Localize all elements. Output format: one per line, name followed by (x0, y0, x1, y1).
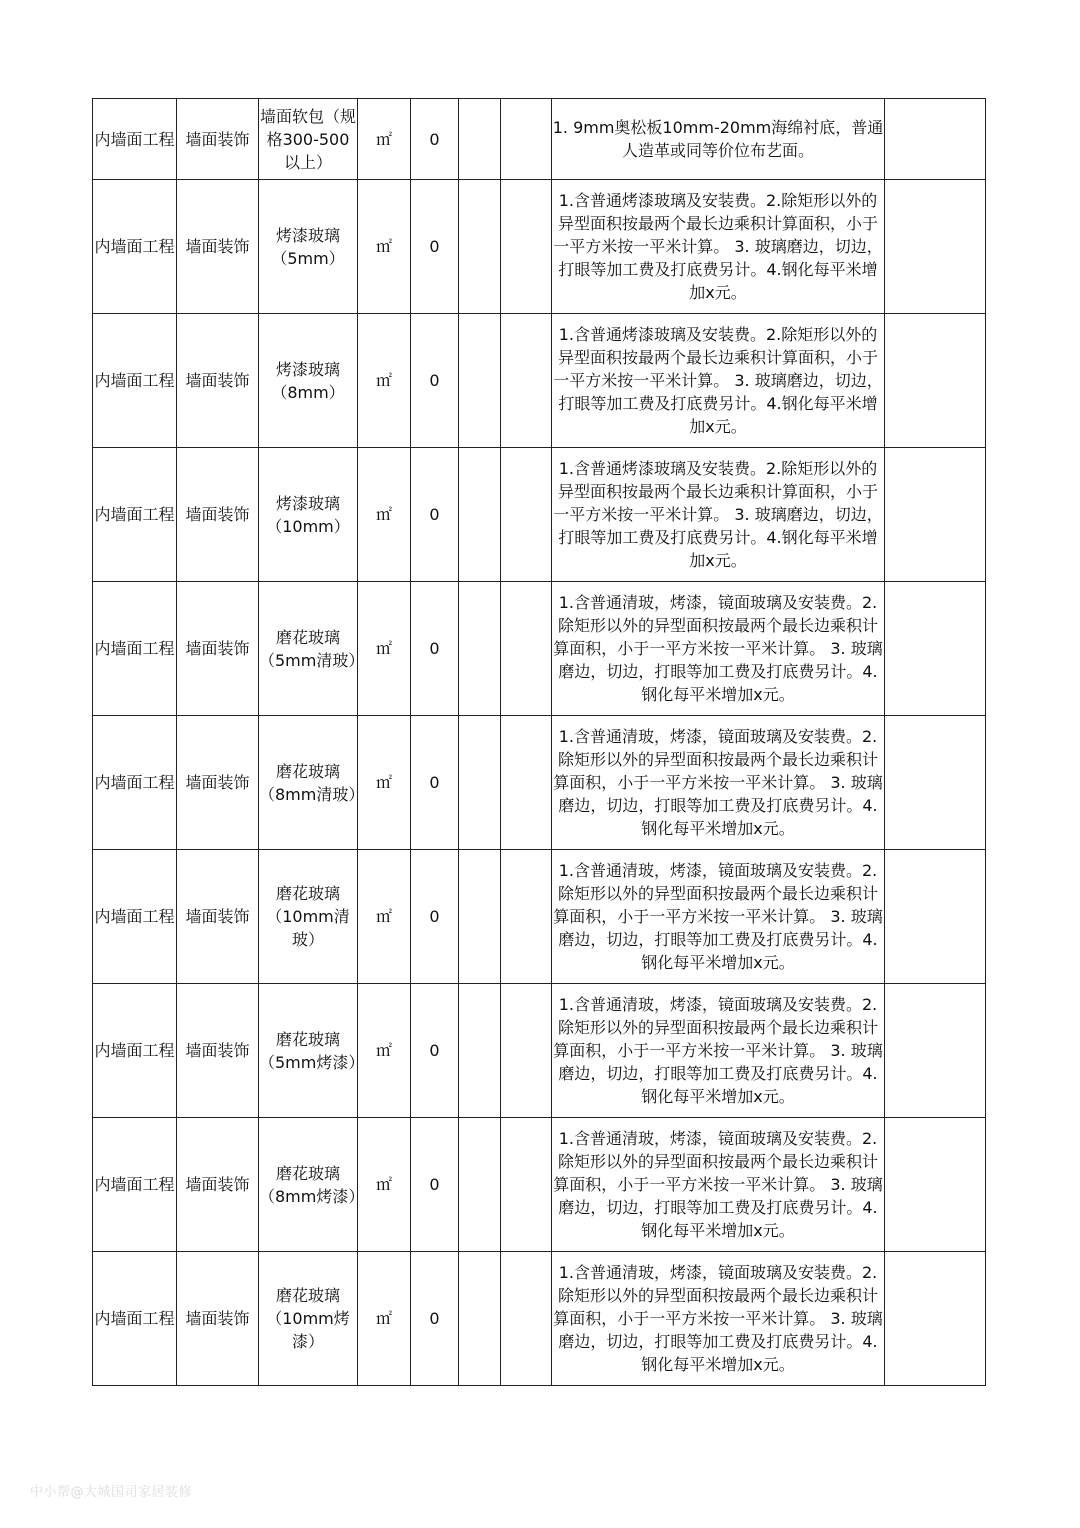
table-row (93, 850, 986, 984)
item-name-cell: 烤漆玻璃（10mm） (259, 448, 358, 582)
table-row (93, 448, 986, 582)
table-row (93, 1252, 986, 1386)
unit-cell: ㎡ (358, 448, 411, 582)
watermark: 中小帮@大城国司家居装修 (30, 1485, 193, 1500)
blank-cell (459, 582, 501, 716)
unit-cell: ㎡ (358, 314, 411, 448)
table-row (93, 1118, 986, 1252)
table-row (93, 180, 986, 314)
blank-cell (501, 984, 552, 1118)
table-row (93, 582, 986, 716)
quote-table (92, 98, 986, 1386)
item-name-cell: 磨花玻璃（10mm清玻） (259, 850, 358, 984)
blank-cell (501, 314, 552, 448)
unit-cell: ㎡ (358, 180, 411, 314)
blank-cell (459, 984, 501, 1118)
project-cell: 内墙面工程 (93, 314, 177, 448)
project-cell: 内墙面工程 (93, 1252, 177, 1386)
table-row (93, 314, 986, 448)
unit-cell: ㎡ (358, 716, 411, 850)
description-cell: 1.含普通烤漆玻璃及安装费。2.除矩形以外的异型面积按最两个最长边乘积计算面积，小于一平方米按一平米计算。 3. 玻璃磨边，切边，打眼等加工费及打底费另计。4.钢化每平米增加x元。 (552, 180, 885, 314)
project-cell: 内墙面工程 (93, 716, 177, 850)
description-cell: 1.含普通清玻，烤漆，镜面玻璃及安装费。2.除矩形以外的异型面积按最两个最长边乘积计算面积，小于一平方米按一平米计算。 3. 玻璃磨边，切边，打眼等加工费及打底费另计。4.钢化每平米增加x元。 (552, 1118, 885, 1252)
quantity-cell: 0 (411, 716, 459, 850)
blank-cell (501, 1252, 552, 1386)
blank-cell (501, 716, 552, 850)
item-name-cell: 烤漆玻璃（8mm） (259, 314, 358, 448)
description-cell: 1.含普通清玻，烤漆，镜面玻璃及安装费。2.除矩形以外的异型面积按最两个最长边乘积计算面积，小于一平方米按一平米计算。 3. 玻璃磨边，切边，打眼等加工费及打底费另计。4.钢化每平米增加x元。 (552, 984, 885, 1118)
quantity-cell: 0 (411, 850, 459, 984)
table-row (93, 984, 986, 1118)
blank-cell (459, 99, 501, 180)
quantity-cell: 0 (411, 582, 459, 716)
remark-cell (885, 850, 986, 984)
remark-cell (885, 1118, 986, 1252)
item-name-cell: 磨花玻璃（5mm清玻） (259, 582, 358, 716)
blank-cell (459, 448, 501, 582)
quantity-cell: 0 (411, 180, 459, 314)
item-name-cell: 烤漆玻璃（5mm） (259, 180, 358, 314)
quantity-cell: 0 (411, 99, 459, 180)
quantity-cell: 0 (411, 314, 459, 448)
project-cell: 内墙面工程 (93, 850, 177, 984)
category-cell: 墙面装饰 (177, 314, 259, 448)
quantity-cell: 0 (411, 448, 459, 582)
description-cell: 1.含普通清玻，烤漆，镜面玻璃及安装费。2.除矩形以外的异型面积按最两个最长边乘积计算面积，小于一平方米按一平米计算。 3. 玻璃磨边，切边，打眼等加工费及打底费另计。4.钢化每平米增加x元。 (552, 1252, 885, 1386)
remark-cell (885, 448, 986, 582)
description-cell: 1. 9mm奥松板10mm-20mm海绵衬底，普通人造革或同等价位布艺面。 (552, 99, 885, 180)
unit-cell: ㎡ (358, 1118, 411, 1252)
remark-cell (885, 1252, 986, 1386)
description-cell: 1.含普通清玻，烤漆，镜面玻璃及安装费。2.除矩形以外的异型面积按最两个最长边乘积计算面积，小于一平方米按一平米计算。 3. 玻璃磨边，切边，打眼等加工费及打底费另计。4.钢化每平米增加x元。 (552, 850, 885, 984)
blank-cell (459, 716, 501, 850)
category-cell: 墙面装饰 (177, 99, 259, 180)
category-cell: 墙面装饰 (177, 180, 259, 314)
item-name-cell: 磨花玻璃（5mm烤漆） (259, 984, 358, 1118)
table-body (93, 99, 986, 1386)
remark-cell (885, 314, 986, 448)
blank-cell (459, 1118, 501, 1252)
unit-cell: ㎡ (358, 850, 411, 984)
blank-cell (501, 448, 552, 582)
project-cell: 内墙面工程 (93, 1118, 177, 1252)
project-cell: 内墙面工程 (93, 99, 177, 180)
unit-cell: ㎡ (358, 1252, 411, 1386)
blank-cell (501, 1118, 552, 1252)
blank-cell (459, 314, 501, 448)
quantity-cell: 0 (411, 984, 459, 1118)
blank-cell (501, 582, 552, 716)
unit-cell: ㎡ (358, 984, 411, 1118)
blank-cell (501, 99, 552, 180)
quantity-cell: 0 (411, 1252, 459, 1386)
quantity-cell: 0 (411, 1118, 459, 1252)
blank-cell (501, 180, 552, 314)
blank-cell (459, 180, 501, 314)
remark-cell (885, 582, 986, 716)
blank-cell (459, 1252, 501, 1386)
blank-cell (501, 850, 552, 984)
table-row (93, 716, 986, 850)
project-cell: 内墙面工程 (93, 180, 177, 314)
item-name-cell: 磨花玻璃（10mm烤漆） (259, 1252, 358, 1386)
category-cell: 墙面装饰 (177, 448, 259, 582)
category-cell: 墙面装饰 (177, 984, 259, 1118)
unit-cell: ㎡ (358, 99, 411, 180)
category-cell: 墙面装饰 (177, 1118, 259, 1252)
remark-cell (885, 984, 986, 1118)
category-cell: 墙面装饰 (177, 582, 259, 716)
item-name-cell: 磨花玻璃（8mm清玻） (259, 716, 358, 850)
description-cell: 1.含普通清玻，烤漆，镜面玻璃及安装费。2.除矩形以外的异型面积按最两个最长边乘积计算面积，小于一平方米按一平米计算。 3. 玻璃磨边，切边，打眼等加工费及打底费另计。4.钢化每平米增加x元。 (552, 582, 885, 716)
remark-cell (885, 180, 986, 314)
item-name-cell: 墙面软包（规格300-500以上） (259, 99, 358, 180)
project-cell: 内墙面工程 (93, 448, 177, 582)
unit-cell: ㎡ (358, 582, 411, 716)
item-name-cell: 磨花玻璃（8mm烤漆） (259, 1118, 358, 1252)
description-cell: 1.含普通清玻，烤漆，镜面玻璃及安装费。2.除矩形以外的异型面积按最两个最长边乘积计算面积，小于一平方米按一平米计算。 3. 玻璃磨边，切边，打眼等加工费及打底费另计。4.钢化每平米增加x元。 (552, 716, 885, 850)
category-cell: 墙面装饰 (177, 1252, 259, 1386)
description-cell: 1.含普通烤漆玻璃及安装费。2.除矩形以外的异型面积按最两个最长边乘积计算面积，小于一平方米按一平米计算。 3. 玻璃磨边，切边，打眼等加工费及打底费另计。4.钢化每平米增加x元。 (552, 448, 885, 582)
blank-cell (459, 850, 501, 984)
category-cell: 墙面装饰 (177, 850, 259, 984)
remark-cell (885, 99, 986, 180)
description-cell: 1.含普通烤漆玻璃及安装费。2.除矩形以外的异型面积按最两个最长边乘积计算面积，小于一平方米按一平米计算。 3. 玻璃磨边，切边，打眼等加工费及打底费另计。4.钢化每平米增加x元。 (552, 314, 885, 448)
table-row (93, 99, 986, 180)
project-cell: 内墙面工程 (93, 582, 177, 716)
category-cell: 墙面装饰 (177, 716, 259, 850)
remark-cell (885, 716, 986, 850)
project-cell: 内墙面工程 (93, 984, 177, 1118)
